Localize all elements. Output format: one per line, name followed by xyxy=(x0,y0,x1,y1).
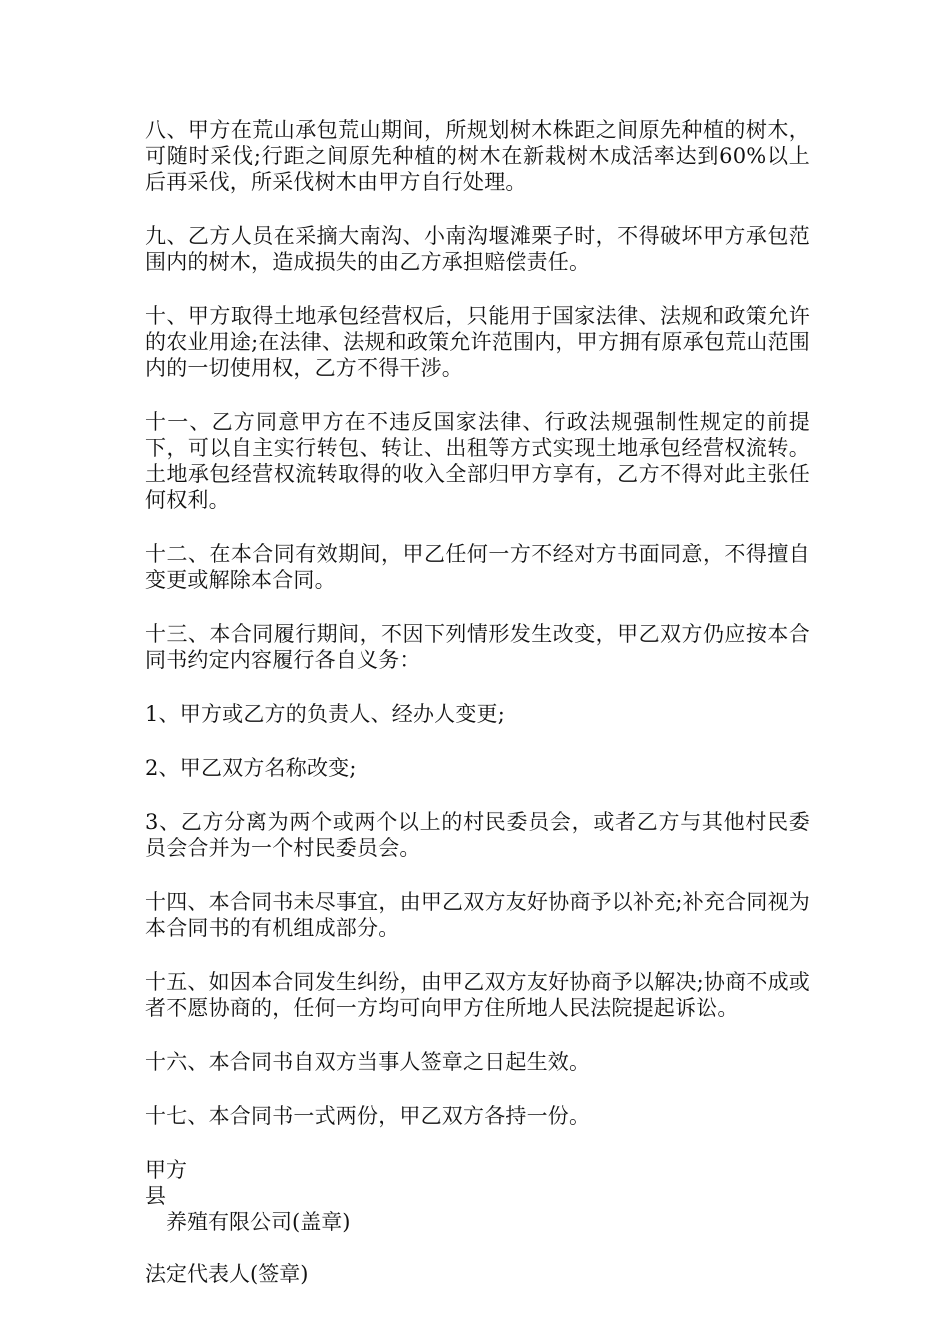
clause-16: 十六、本合同书自双方当事人签章之日起生效。 xyxy=(145,1050,591,1074)
party-a-label: 甲方 xyxy=(145,1158,187,1182)
clause-15: 十五、如因本合同发生纠纷，由甲乙双方友好协商予以解决;协商不成或者不愿协商的，任何一方均可向甲方住所地人民法院提起诉讼。 xyxy=(145,970,810,1020)
signature-block xyxy=(145,1157,810,1287)
clause-13: 十三、本合同履行期间，不因下列情形发生改变，甲乙双方仍应按本合同书约定内容履行各自义务： xyxy=(145,622,810,672)
clause-13-item-3: 3、乙方分离为两个或两个以上的村民委员会，或者乙方与其他村民委员会合并为一个村民委员会。 xyxy=(145,810,810,860)
clause-17: 十七、本合同书一式两份，甲乙双方各持一份。 xyxy=(145,1104,591,1128)
clause-14: 十四、本合同书未尽事宜，由甲乙双方友好协商予以补充;补充合同视为本合同书的有机组成部分。 xyxy=(145,890,810,940)
contract-page xyxy=(145,117,810,1287)
clause-8: 八、甲方在荒山承包荒山期间，所规划树木株距之间原先种植的树木，可随时采伐;行距之间原先种植的树木在新栽树木成活率达到60%以上后再采伐，所采伐树木由甲方自行处理。 xyxy=(145,118,810,194)
clause-9: 九、乙方人员在采摘大南沟、小南沟堰滩栗子时，不得破坏甲方承包范围内的树木，造成损失的由乙方承担赔偿责任。 xyxy=(145,224,810,274)
clause-12: 十二、在本合同有效期间，甲乙任何一方不经对方书面同意，不得擅自变更或解除本合同。 xyxy=(145,542,810,592)
spacer xyxy=(145,1235,810,1261)
clause-13-item-1: 1、甲方或乙方的负责人、经办人变更; xyxy=(145,702,506,726)
clause-13-item-2: 2、甲乙双方名称改变; xyxy=(145,756,357,780)
company-seal-line: 养殖有限公司(盖章) xyxy=(166,1210,351,1234)
legal-representative-line: 法定代表人(签章) xyxy=(145,1262,309,1286)
clause-11: 十一、乙方同意甲方在不违反国家法律、行政法规强制性规定的前提下，可以自主实行转包、转让、出租等方式实现土地承包经营权流转。土地承包经营权流转取得的收入全部归甲方享有，乙方不得对此主张任何权利。 xyxy=(145,410,810,512)
county-label: 县 xyxy=(145,1184,166,1208)
clause-10: 十、甲方取得土地承包经营权后，只能用于国家法律、法规和政策允许的农业用途;在法律、法规和政策允许范围内，甲方拥有原承包荒山范围内的一切使用权，乙方不得干涉。 xyxy=(145,304,810,380)
